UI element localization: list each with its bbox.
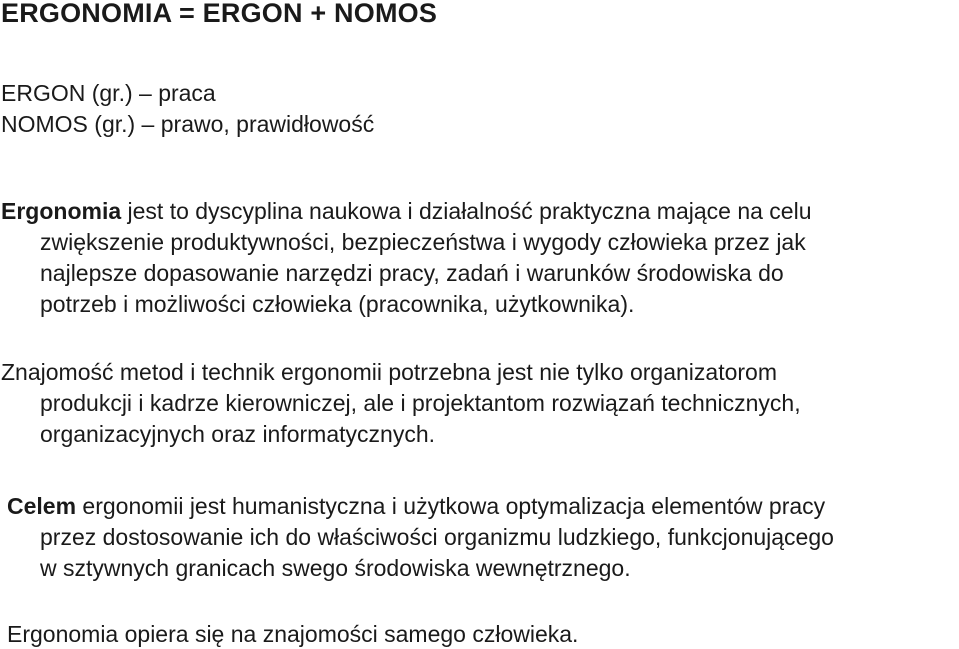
paragraph-definition-line-2: zwiększenie produktywności, bezpieczeństwa i wygody człowieka przez jak (40, 229, 806, 255)
paragraph-goal (7, 491, 834, 584)
closing-sentence: Ergonomia opiera się na znajomości samego człowieka. (7, 621, 579, 647)
term-celem: Celem (7, 493, 77, 519)
paragraph-goal-line-3: w sztywnych granicach swego środowiska wewnętrznego. (40, 555, 631, 581)
paragraph-knowledge (1, 357, 801, 450)
paragraph-definition-line-3: najlepsze dopasowanie narzędzi pracy, zadań i warunków środowiska do (40, 260, 784, 286)
definition-nomos: NOMOS (gr.) – prawo, prawidłowość (1, 111, 375, 137)
paragraph-goal-line-2: przez dostosowanie ich do właściwości organizmu ludzkiego, funkcjonującego (40, 524, 834, 550)
paragraph-definition-line-1-text: jest to dyscyplina naukowa i działalność praktyczna mające na celu (121, 198, 812, 224)
paragraph-goal-line-1-text: ergonomii jest humanistyczna i użytkowa optymalizacja elementów pracy (76, 493, 826, 519)
paragraph-definition-line-1 (1, 196, 811, 227)
term-ergonomia: Ergonomia (1, 198, 122, 224)
definition-ergon: ERGON (gr.) – praca (1, 80, 216, 106)
paragraph-goal-line-1 (7, 491, 834, 522)
paragraph-definition-line-4: potrzeb i możliwości człowieka (pracownika, użytkownika). (40, 291, 635, 317)
paragraph-knowledge-line-1: Znajomość metod i technik ergonomii potrzebna jest nie tylko organizatorom (1, 359, 777, 385)
paragraph-definition (1, 196, 811, 320)
page-title: ERGONOMIA = ERGON + NOMOS (1, 0, 438, 28)
paragraph-knowledge-line-2: produkcji i kadrze kierowniczej, ale i projektantom rozwiązań technicznych, (40, 390, 801, 416)
paragraph-knowledge-line-3: organizacyjnych oraz informatycznych. (40, 421, 435, 447)
